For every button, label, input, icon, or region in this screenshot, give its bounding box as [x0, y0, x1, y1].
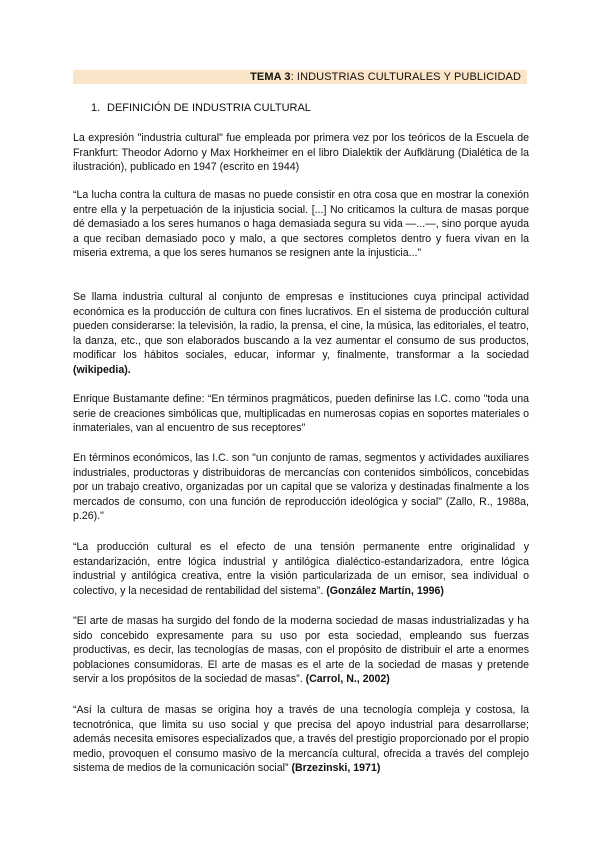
- paragraph-text: "El arte de masas ha surgido del fondo de la moderna sociedad de masas industrializadas y ha sido concebido expresamente para su uso por esta sociedad, empleando sus fuerzas productivas, es decir, las tecnologías de masas, con el propósito de distribuir el arte a enormes poblaciones consumidoras. El arte de masas es el arte de la sociedad de masas y pretende servir a los propósitos de la sociedad de masas”.: [73, 615, 529, 685]
- section-number: 1.: [91, 102, 101, 114]
- paragraph-text: “Así la cultura de masas se origina hoy a través de una tecnología compleja y costosa, la tecnotrónica, que limita su uso social y que precisa del apoyo industrial para desarrollarse; además necesita emisores especializados que, a través del prestigio proporcionado por el propio medio, provoquen el consumo masivo de la mercancía cultural, ofrecida a través del complejo sistema de medios de la comunicación social”: [73, 704, 529, 774]
- paragraph-wikipedia: [73, 290, 529, 377]
- paragraph-definition-origin: [73, 131, 529, 175]
- paragraph-text: “La producción cultural es el efecto de una tensión permanente entre originalidad y estandarización, entre lógica industrial y antilógica dialéctico-estandarizadora, entre lógica industrial y antilógica creativa, entre la visión particularizada de un emisor, sea individual o colectivo, y la necesidad de rentabilidad del sistema”.: [73, 541, 529, 597]
- citation: (González Martín, 1996): [326, 584, 444, 597]
- paragraph-text: Se llama industria cultural al conjunto de empresas e instituciones cuya principal actividad económica es la producción de cultura con fines lucrativos. En el sistema de producción cultural pueden considerarse: la televisión, la radio, la prensa, el cine, la música, las editoriales, el teatro, la danza, etc., que son elaborados buscando a la vez aumentar el consumo de sus productos, modificar los hábitos sociales, educar, informar y, finalmente, transformar a la sociedad: [73, 291, 529, 361]
- citation: (Carrol, N., 2002): [305, 673, 390, 685]
- topic-header: [73, 70, 527, 84]
- paragraph-gonzalez-martin: [73, 540, 529, 598]
- paragraph-bustamante: [73, 392, 529, 436]
- section-title: DEFINICIÓN DE INDUSTRIA CULTURAL: [107, 102, 311, 114]
- paragraph-text: “La lucha contra la cultura de masas no puede consistir en otra cosa que en mostrar la conexión entre ella y la perpetuación de la injusticia social. [...] No criticamos la cultura de masas porque dé demasiado a los seres humanos o haga demasiada segura su vida —...—, sino porque ayuda a que reciban demasiado poco y malo, a que sectores completos dentro y fuera vivan en la miseria extrema, a que los seres humanos se resignen ante la injusticia...”: [73, 189, 529, 259]
- paragraph-economic-terms: [73, 451, 529, 524]
- paragraph-quote-adorno: [73, 188, 529, 261]
- citation: (Brzezinski, 1971): [291, 762, 381, 774]
- topic-label: TEMA 3: [250, 71, 291, 83]
- section-heading: [91, 101, 311, 115]
- paragraph-brzezinski: [73, 703, 529, 776]
- paragraph-text: La expresión "industria cultural" fue empleada por primera vez por los teóricos de la Escuela de Frankfurt: Theodor Adorno y Max Horkheimer en el libro Dialektik der Aufklärung (Dialética de la ilustración), publicado en 1947 (escrito en 1944): [73, 132, 529, 173]
- topic-title: : INDUSTRIAS CULTURALES Y PUBLICIDAD: [290, 71, 521, 83]
- paragraph-text: Enrique Bustamante define: “En términos pragmáticos, pueden definirse las I.C. como "toda una serie de creaciones simbólicas que, multiplicadas en numerosas copias en soportes materiales o inmateriales, van al encuentro de sus receptores": [73, 393, 529, 434]
- citation: (wikipedia).: [73, 363, 131, 376]
- paragraph-carrol: [73, 614, 529, 687]
- paragraph-text: En términos económicos, las I.C. son "un conjunto de ramas, segmentos y actividades auxiliares industriales, productoras y distribuidoras de mercancías con contenidos simbólicos, concebidas por un trabajo creativo, organizadas por un capital que se valoriza y destinadas finalmente a los mercados de consumo, con una función de reproducción ideológica y social" (Zallo, R., 1988a, p.26).": [73, 452, 529, 522]
